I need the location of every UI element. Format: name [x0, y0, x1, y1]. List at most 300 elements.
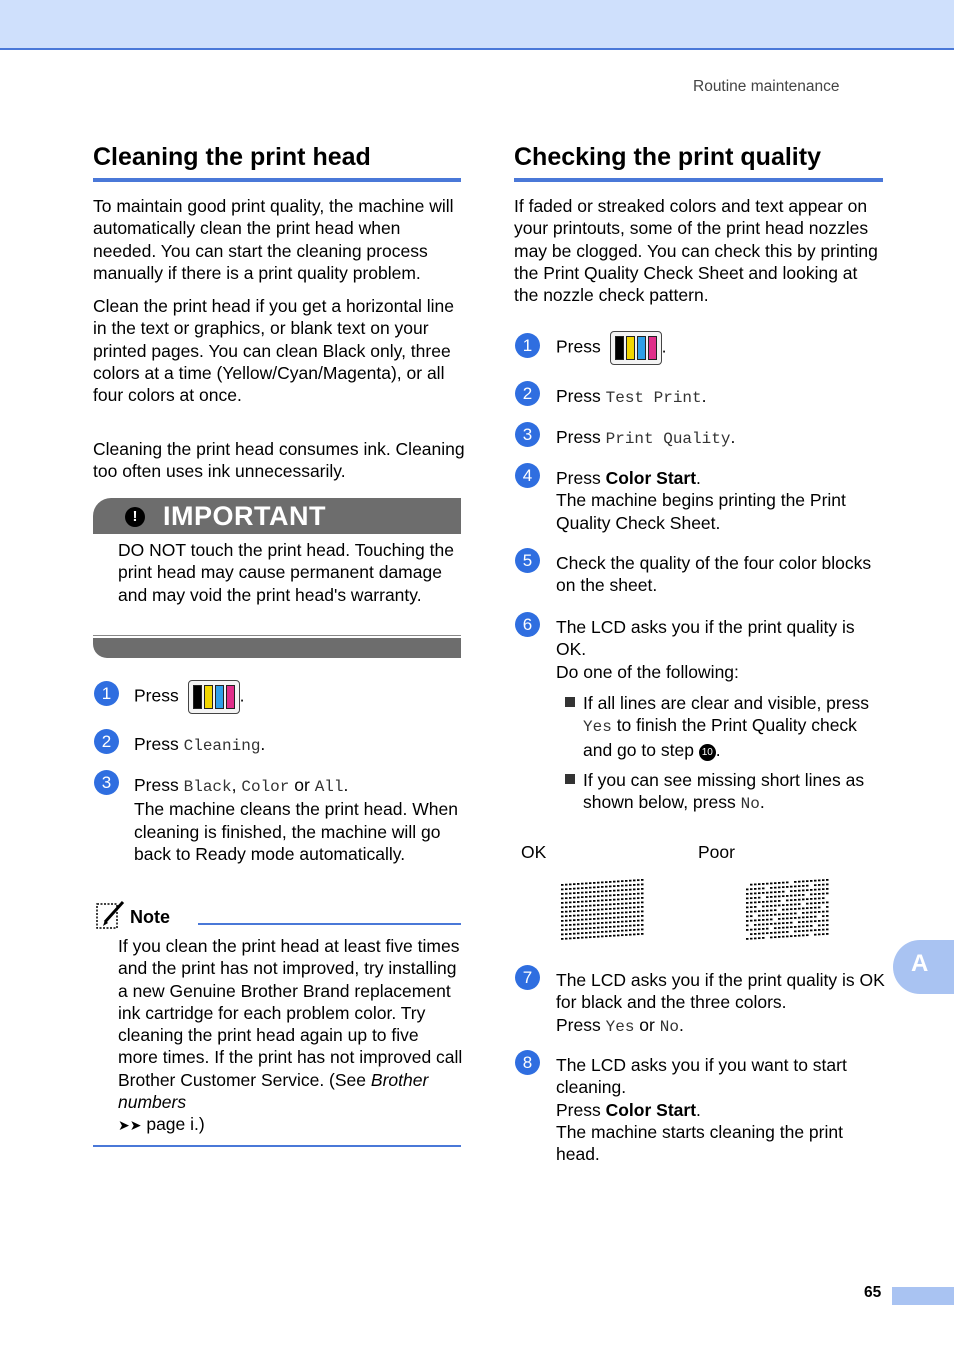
nozzle-dash — [637, 897, 640, 899]
important-header — [93, 498, 461, 534]
nozzle-dash — [605, 926, 608, 928]
checking-intro: If faded or streaked colors and text appear on your printouts, some of the print head nozzles may be clogged. You can check this by printing the Print Quality Check Sheet and looking at the nozzle check pattern. — [514, 196, 878, 306]
step-badge: 7 — [515, 965, 540, 990]
nozzle-dash — [629, 911, 632, 913]
nozzle-dash — [601, 895, 604, 897]
nozzle-dash — [762, 901, 765, 903]
nozzle-dash — [573, 937, 576, 939]
nozzle-dash — [577, 883, 580, 885]
nozzle-dash — [826, 879, 829, 881]
nozzle-dash — [754, 893, 757, 895]
nozzle-dash — [617, 930, 620, 932]
lcd-option: No — [740, 795, 760, 814]
nozzle-dash — [641, 920, 644, 922]
nozzle-dash — [810, 925, 813, 927]
nozzle-dash — [798, 930, 801, 932]
pattern-ok-label: OK — [521, 842, 547, 862]
nozzle-dash — [613, 899, 616, 901]
nozzle-dash — [633, 889, 636, 891]
nozzle-dash — [766, 892, 769, 894]
nozzle-dash — [625, 907, 628, 909]
nozzle-dash — [613, 935, 616, 937]
cleaning-para3: Cleaning the print head consumes ink. Cleaning too often uses ink unnecessarily. — [93, 439, 465, 482]
step-punct: . — [696, 1099, 701, 1120]
nozzle-dash — [565, 897, 568, 899]
nozzle-dash — [786, 895, 789, 897]
nozzle-dash — [798, 903, 801, 905]
right-step-4 — [556, 467, 886, 534]
nozzle-dash — [577, 924, 580, 926]
nozzle-dash — [617, 899, 620, 901]
title-rule — [514, 178, 883, 182]
bullet-text: If you can see missing short lines as shown below, press — [583, 770, 865, 813]
lcd-option: All — [314, 778, 344, 796]
nozzle-dash — [577, 906, 580, 908]
note-pencil-icon — [95, 900, 127, 930]
nozzle-dash — [786, 936, 789, 938]
exclamation-icon: ! — [125, 507, 145, 527]
nozzle-dash — [637, 888, 640, 890]
nozzle-dash — [633, 880, 636, 882]
cleaning-intro: To maintain good print quality, the machine will automatically clean the print head when needed. You can start the cleaning process manually if there is a print quality problem. — [93, 196, 454, 283]
nozzle-dash — [786, 909, 789, 911]
page-number-bar — [892, 1287, 954, 1305]
nozzle-dash — [633, 898, 636, 900]
nozzle-dash — [770, 883, 773, 885]
nozzle-dash — [561, 925, 564, 927]
nozzle-dash — [589, 927, 592, 929]
nozzle-dash — [762, 883, 765, 885]
nozzle-dash — [569, 911, 572, 913]
nozzle-dash — [561, 916, 564, 918]
nozzle-dash — [565, 929, 568, 931]
nozzle-dash — [794, 899, 797, 901]
nozzle-dash — [573, 919, 576, 921]
nozzle-dash — [826, 911, 829, 913]
nozzle-dash — [802, 917, 805, 919]
nozzle-dash — [762, 924, 765, 926]
note-rule — [198, 923, 461, 925]
nozzle-dash — [561, 898, 564, 900]
nozzle-dash — [790, 908, 793, 910]
ink-magenta — [226, 685, 235, 709]
nozzle-dash — [601, 922, 604, 924]
nozzle-dash — [766, 923, 769, 925]
nozzle-dash — [617, 885, 620, 887]
step-detail: The machine cleans the print head. When cleaning is finished, the machine will go back to Ready mode automatically. — [134, 799, 458, 864]
nozzle-pattern-ok — [558, 878, 648, 944]
nozzle-dash — [585, 914, 588, 916]
nozzle-dash — [750, 938, 753, 940]
nozzle-dash — [746, 907, 749, 909]
nozzle-dash — [601, 918, 604, 920]
nozzle-dash — [782, 895, 785, 897]
nozzle-dash — [585, 932, 588, 934]
nozzle-dash — [641, 893, 644, 895]
note-body: If you clean the print head at least five times and the print has not improved, try installing a new Genuine Brother Brand replacement ink cartridge for each problem color. Try cleaning the print head again up to five more times. If the print has not improved call Brother Customer Service. (See — [118, 936, 463, 1090]
nozzle-dash — [561, 920, 564, 922]
step-text: Press — [134, 734, 179, 754]
step-text: Press — [556, 336, 601, 357]
step-text: The LCD asks you if the print quality is OK. — [556, 617, 855, 660]
nozzle-dash — [782, 922, 785, 924]
nozzle-dash — [609, 917, 612, 919]
button-name: Color Start — [605, 1099, 697, 1120]
nozzle-dash — [613, 881, 616, 883]
nozzle-dash — [581, 910, 584, 912]
nozzle-dash — [585, 883, 588, 885]
nozzle-dash — [637, 933, 640, 935]
step-badge: 1 — [515, 333, 540, 358]
nozzle-dash — [581, 887, 584, 889]
nozzle-dash — [633, 884, 636, 886]
nozzle-dash — [585, 928, 588, 930]
nozzle-dash — [589, 882, 592, 884]
nozzle-dash — [818, 934, 821, 936]
nozzle-dash — [790, 926, 793, 928]
nozzle-dash — [750, 884, 753, 886]
nozzle-dash — [573, 924, 576, 926]
nozzle-dash — [577, 928, 580, 930]
nozzle-dash — [621, 930, 624, 932]
nozzle-dash — [641, 915, 644, 917]
nozzle-dash — [605, 890, 608, 892]
nozzle-dash — [605, 931, 608, 933]
nozzle-dash — [814, 920, 817, 922]
cleaning-para2: Clean the print head if you get a horizontal line in the text or graphics, or blank text on your printed pages. You can clean Black only, three colors at a time (Yellow/Cyan/Magenta), or all four colors at once. — [93, 296, 454, 406]
nozzle-dash — [814, 889, 817, 891]
nozzle-dash — [601, 913, 604, 915]
nozzle-dash — [746, 929, 749, 931]
nozzle-dash — [641, 929, 644, 931]
nozzle-dash — [802, 930, 805, 932]
nozzle-dash — [609, 886, 612, 888]
nozzle-dash — [601, 904, 604, 906]
nozzle-dash — [794, 917, 797, 919]
nozzle-dash — [597, 936, 600, 938]
nozzle-dash — [774, 909, 777, 911]
step-badge: 2 — [515, 381, 540, 406]
nozzle-dash — [641, 888, 644, 890]
nozzle-dash — [754, 884, 757, 886]
nozzle-dash — [625, 934, 628, 936]
nozzle-dash — [774, 896, 777, 898]
step-punct: . — [661, 336, 667, 357]
nozzle-dash — [814, 907, 817, 909]
nozzle-dash — [617, 921, 620, 923]
nozzle-dash — [758, 937, 761, 939]
nozzle-dash — [629, 898, 632, 900]
nozzle-dash — [629, 916, 632, 918]
nozzle-dash — [802, 881, 805, 883]
nozzle-dash — [798, 894, 801, 896]
note-end-rule — [93, 1145, 461, 1147]
important-text: DO NOT touch the print head. Touching the print head may cause permanent damage and may void the print head's warranty. — [118, 540, 454, 605]
nozzle-dash — [762, 910, 765, 912]
nozzle-dash — [802, 921, 805, 923]
right-step-8 — [556, 1054, 886, 1165]
nozzle-dash — [778, 887, 781, 889]
nozzle-dash — [770, 919, 773, 921]
nozzle-dash — [625, 930, 628, 932]
nozzle-dash — [569, 902, 572, 904]
nozzle-dash — [802, 894, 805, 896]
nozzle-dash — [565, 924, 568, 926]
nozzle-dash — [593, 900, 596, 902]
nozzle-dash — [605, 886, 608, 888]
nozzle-dash — [589, 896, 592, 898]
ink-button-icon — [188, 680, 240, 714]
nozzle-dash — [814, 929, 817, 931]
lcd-option: Test Print — [605, 389, 702, 407]
nozzle-dash — [617, 912, 620, 914]
nozzle-dash — [758, 897, 761, 899]
nozzle-dash — [798, 935, 801, 937]
nozzle-dash — [629, 884, 632, 886]
nozzle-dash — [822, 897, 825, 899]
nozzle-dash — [774, 927, 777, 929]
nozzle-dash — [754, 938, 757, 940]
nozzle-dash — [826, 920, 829, 922]
nozzle-dash — [569, 906, 572, 908]
nozzle-dash — [593, 914, 596, 916]
nozzle-dash — [597, 909, 600, 911]
step-badge: 8 — [515, 1050, 540, 1075]
pattern-poor-label: Poor — [698, 842, 735, 862]
nozzle-dash — [565, 915, 568, 917]
nozzle-dash — [589, 914, 592, 916]
nozzle-dash — [629, 907, 632, 909]
bullet-item — [583, 692, 888, 761]
nozzle-dash — [561, 884, 564, 886]
nozzle-dash — [778, 927, 781, 929]
nozzle-dash — [621, 912, 624, 914]
nozzle-dash — [605, 922, 608, 924]
lcd-option: Color — [241, 778, 290, 796]
nozzle-dash — [597, 931, 600, 933]
nozzle-dash — [790, 899, 793, 901]
bullet-square-icon — [565, 697, 575, 707]
nozzle-dash — [750, 888, 753, 890]
nozzle-dash — [605, 899, 608, 901]
nozzle-dash — [758, 883, 761, 885]
nozzle-dash — [613, 921, 616, 923]
nozzle-dash — [617, 908, 620, 910]
step-badge: 1 — [94, 681, 119, 706]
step-text: Press — [556, 468, 601, 488]
nozzle-dash — [774, 932, 777, 934]
nozzle-dash — [629, 925, 632, 927]
nozzle-dash — [778, 891, 781, 893]
nozzle-dash — [629, 893, 632, 895]
nozzle-dash — [758, 910, 761, 912]
nozzle-dash — [609, 895, 612, 897]
nozzle-dash — [637, 893, 640, 895]
nozzle-dash — [637, 906, 640, 908]
nozzle-dash — [822, 893, 825, 895]
nozzle-dash — [621, 916, 624, 918]
nozzle-dash — [589, 909, 592, 911]
nozzle-dash — [609, 899, 612, 901]
nozzle-dash — [778, 896, 781, 898]
nozzle-dash — [593, 905, 596, 907]
nozzle-dash — [782, 886, 785, 888]
step-text: or — [294, 775, 310, 795]
section-title-checking: Checking the print quality — [514, 143, 821, 171]
nozzle-dash — [778, 882, 781, 884]
nozzle-dash — [818, 880, 821, 882]
nozzle-dash — [581, 928, 584, 930]
nozzle-dash — [613, 903, 616, 905]
step-badge: 5 — [515, 548, 540, 573]
nozzle-dash — [613, 926, 616, 928]
nozzle-dash — [613, 890, 616, 892]
right-step-3 — [556, 426, 735, 450]
nozzle-dash — [782, 931, 785, 933]
nozzle-dash — [625, 894, 628, 896]
nozzle-dash — [633, 925, 636, 927]
appendix-tab-label: A — [911, 950, 929, 977]
nozzle-dash — [778, 932, 781, 934]
nozzle-dash — [633, 907, 636, 909]
nozzle-dash — [770, 910, 773, 912]
nozzle-dash — [625, 880, 628, 882]
nozzle-dash — [625, 912, 628, 914]
nozzle-dash — [573, 928, 576, 930]
nozzle-dash — [605, 904, 608, 906]
nozzle-dash — [766, 901, 769, 903]
step-detail: The machine begins printing the Print Quality Check Sheet. — [556, 490, 846, 533]
nozzle-dash — [573, 888, 576, 890]
nozzle-dash — [581, 901, 584, 903]
nozzle-dash — [806, 912, 809, 914]
nozzle-dash — [565, 884, 568, 886]
step-punct: . — [678, 1014, 684, 1035]
nozzle-dash — [597, 882, 600, 884]
nozzle-dash — [818, 925, 821, 927]
lcd-option: No — [659, 1017, 679, 1036]
nozzle-dash — [750, 933, 753, 935]
nozzle-dash — [778, 914, 781, 916]
nozzle-dash — [569, 933, 572, 935]
nozzle-dash — [770, 887, 773, 889]
nozzle-dash — [585, 910, 588, 912]
nozzle-dash — [629, 889, 632, 891]
step-punct: . — [696, 468, 701, 488]
nozzle-dash — [794, 913, 797, 915]
nozzle-dash — [774, 914, 777, 916]
step-punct: . — [343, 775, 349, 795]
nozzle-dash — [641, 884, 644, 886]
nozzle-dash — [754, 902, 757, 904]
nozzle-dash — [778, 923, 781, 925]
nozzle-dash — [798, 890, 801, 892]
nozzle-dash — [585, 937, 588, 939]
nozzle-dash — [573, 901, 576, 903]
nozzle-dash — [573, 883, 576, 885]
nozzle-dash — [746, 911, 749, 913]
nozzle-dash — [609, 908, 612, 910]
nozzle-dash — [637, 911, 640, 913]
nozzle-dash — [593, 918, 596, 920]
nozzle-dash — [609, 931, 612, 933]
nozzle-dash — [593, 936, 596, 938]
nozzle-dash — [613, 885, 616, 887]
nozzle-dash — [766, 896, 769, 898]
nozzle-dash — [601, 927, 604, 929]
nozzle-dash — [802, 935, 805, 937]
nozzle-dash — [814, 902, 817, 904]
nozzle-dash — [786, 886, 789, 888]
nozzle-dash — [762, 937, 765, 939]
nozzle-dash — [581, 896, 584, 898]
step-punct: . — [759, 792, 765, 813]
double-arrow-icon: ➤➤ — [118, 1117, 142, 1134]
nozzle-dash — [601, 891, 604, 893]
nozzle-dash — [818, 911, 821, 913]
nozzle-dash — [798, 885, 801, 887]
step-punct: , — [231, 775, 237, 795]
page-number: 65 — [864, 1284, 882, 1301]
nozzle-dash — [766, 932, 769, 934]
nozzle-dash — [629, 934, 632, 936]
nozzle-dash — [597, 886, 600, 888]
nozzle-dash — [609, 904, 612, 906]
nozzle-dash — [589, 900, 592, 902]
nozzle-dash — [573, 910, 576, 912]
nozzle-dash — [621, 907, 624, 909]
ink-cyan — [637, 336, 646, 360]
nozzle-dash — [818, 889, 821, 891]
nozzle-dash — [746, 889, 749, 891]
nozzle-dash — [625, 885, 628, 887]
nozzle-dash — [766, 914, 769, 916]
nozzle-dash — [778, 900, 781, 902]
nozzle-dash — [802, 908, 805, 910]
nozzle-dash — [601, 936, 604, 938]
nozzle-dash — [814, 880, 817, 882]
nozzle-dash — [802, 926, 805, 928]
nozzle-dash — [589, 891, 592, 893]
nozzle-dash — [581, 937, 584, 939]
nozzle-dash — [641, 897, 644, 899]
nozzle-dash — [746, 898, 749, 900]
nozzle-dash — [625, 925, 628, 927]
nozzle-dash — [818, 907, 821, 909]
running-head: Routine maintenance — [693, 78, 840, 95]
nozzle-dash — [621, 921, 624, 923]
step-detail: Do one of the following: — [556, 661, 739, 682]
nozzle-dash — [770, 905, 773, 907]
nozzle-dash — [613, 912, 616, 914]
nozzle-dash — [814, 916, 817, 918]
nozzle-dash — [569, 893, 572, 895]
nozzle-dash — [770, 896, 773, 898]
nozzle-dash — [633, 934, 636, 936]
nozzle-dash — [589, 887, 592, 889]
nozzle-dash — [605, 917, 608, 919]
nozzle-dash — [621, 898, 624, 900]
nozzle-dash — [822, 920, 825, 922]
nozzle-dash — [766, 905, 769, 907]
nozzle-dash — [754, 924, 757, 926]
nozzle-dash — [818, 898, 821, 900]
step-badge: 4 — [515, 463, 540, 488]
nozzle-dash — [633, 893, 636, 895]
nozzle-dash — [754, 920, 757, 922]
nozzle-dash — [609, 913, 612, 915]
nozzle-dash — [577, 897, 580, 899]
